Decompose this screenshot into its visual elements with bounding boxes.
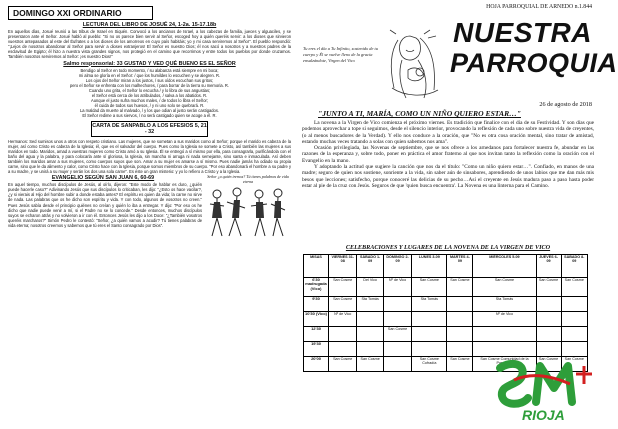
virgin-mary-drawing-icon <box>380 30 450 102</box>
psalm-line: Los ojos del Señor miran a los justos, / sus oídos escuchan sus gritos; <box>85 77 214 83</box>
gospel-text: En aquel tiempo, muchos discípulos de Jesús, al oírlo, dijeron: "Este modo de hablar es duro, ¿quién puede hacerle caso?" Adivinando Jesús que sus discípulos lo criticaban, les dijo: "¿Esto os hace vacilar?, ¿y si vierais al Hijo del hombre subir a donde estaba antes? El espíritu es quien da vida; la carne no sirve de nada. Las palabras que os he dicho son espíritu y vida. Y con todo, algunos de vosotros no creen." Pues Jesús sabía desde el principio quiénes no creían y quién lo iba a entregar. Y dijo: "Por eso os he dicho que nadie puede venir a mí, si el Padre no se lo concede." Desde entonces, muchos discípulos suyos se echaron atrás y no volvieron a ir con él. Entonces Jesús les dijo a los Doce: "¿También vosotros queréis marcharos?" Simón Pedro le contestó: "Señor, ¿a quién vamos a acudir? Tú tienes palabras de vida eterna; nosotros creemos y sabemos que tú eres el Santo consagrado por Dios". <box>8 182 202 228</box>
table-cell <box>536 342 561 357</box>
newspaper-title <box>450 17 618 78</box>
bulletin-number: HOJA PARROQUIAL DE ARNEDO n.1.844 <box>486 4 592 10</box>
sunday-title: DOMINGO XXI ORDINARIO <box>8 6 153 20</box>
table-cell <box>473 327 536 342</box>
table-cell <box>473 342 536 357</box>
table-cell: San Cosme <box>447 357 473 372</box>
table-cell <box>447 327 473 342</box>
title-line-2: PARROQUIA <box>450 48 618 78</box>
table-header: MARTES 4-09 <box>447 255 473 278</box>
table-cell: 19'30 <box>304 342 329 357</box>
table-cell: 9'30 <box>304 297 329 312</box>
table-row <box>304 278 588 297</box>
psalm-title: Salmo responsorial: 33 GUSTAD Y VED QUÉ BUENO ES EL SEÑOR <box>63 60 236 67</box>
psalm-line: Cuando uno grita, el Señor lo escucha / y lo libra de sus angustias; <box>88 87 211 93</box>
table-cell: San Cosme <box>561 278 587 297</box>
article-paragraph: La novena a la Virgen de Vico comienza el próximo viernes. Es tradición que finalice con el día de su Festividad. Y son días que podemos aprovechar a tope si seguimos, desde el silencio interior, provocando la reflexión de cada uno sobre nuestra vida de creyentes, (o al menos buscadores de la Verdad). Y ello nos conduce a la oración, que "No es otra cosa oración mental, sino tratar de amistad, estando muchas veces tratando a solas con quien sabemos nos ama". <box>302 120 594 145</box>
table-cell <box>536 297 561 312</box>
table-row <box>304 312 588 327</box>
table-cell: San Cosme <box>473 278 536 297</box>
masthead-quote: Tu eres el día a Tu Infinito, sostenido de tu cuerpo y Él se vuelve lleno de la gracia ensalzándote, Virgen del Vico <box>303 46 378 63</box>
table-cell: Del Vico <box>357 278 383 297</box>
table-row <box>304 297 588 312</box>
article-paragraph: Ocasión privilegiada, las Novenas de septiembre, que se nos ofrece a los arnedanos para fortalecer nuestra fe, abundar en las razones de la esperanza y, sobre todo, poner en práctica el amor fraterno al que nos invitan tanto la reflexión como la oración con el Evangelio en la mano. <box>302 145 594 164</box>
table-cell: San Cosme <box>561 357 587 372</box>
disciples-drawing-icon <box>205 184 291 240</box>
table-cell: San Cosme <box>329 278 357 297</box>
table-cell <box>357 327 383 342</box>
novena-table-title: CELEBRACIONES Y LUGARES DE LA NOVENA DE LA VIRGEN DE VICO <box>345 244 551 251</box>
psalm-lines <box>8 68 291 119</box>
table-cell: Nº de Vico <box>383 278 411 297</box>
table-cell: Sta Tomás <box>357 297 383 312</box>
table-cell <box>447 297 473 312</box>
gospel-section <box>8 175 291 228</box>
table-cell <box>383 357 411 372</box>
table-cell: Nº de Vico <box>329 312 357 327</box>
table-cell: 20'00 <box>304 357 329 372</box>
table-cell: San Cosme <box>357 357 383 372</box>
table-cell <box>412 312 447 327</box>
table-cell <box>561 312 587 327</box>
table-cell <box>329 342 357 357</box>
table-cell <box>383 297 411 312</box>
table-header: DOMINGO 2-09 <box>383 255 411 278</box>
table-cell <box>383 342 411 357</box>
table-cell <box>561 297 587 312</box>
psalm-line: el Señor está cerca de los atribulados, / salva a los abatidos. R. <box>91 93 208 99</box>
issue-date: 26 de agosto de 2018 <box>539 101 592 108</box>
psalm-line: pero el Señor se enfrenta con los malhechores, / para borrar de la tierra su memoria. R. <box>69 82 230 88</box>
table-cell <box>357 312 383 327</box>
table-cell: Sta Tomás <box>412 297 447 312</box>
novena-schedule-table <box>303 254 588 372</box>
table-cell <box>536 327 561 342</box>
reading2-text: Hermanos: Sed sumisos unos a otros con respeto cristiano. Las mujeres, que se sometan a sus maridos como al Señor; porque el marido es cabeza de la mujer, así como Cristo es cabeza de la Iglesia; él, que es el salvador del cuerpo. Pues como la Iglesia se somete a Cristo, así también las mujeres a sus maridos en todo. Maridos, amad a vuestras mujeres como Cristo amó a su Iglesia. Él se entregó a sí mismo por ella, para consagrarla, purificándola con el baño del agua y la palabra, y para colocarla ante sí gloriosa, la Iglesia, sin mancha ni arruga ni nada semejante, sino santa e inmaculada. Así deben también los maridos amar a sus mujeres, como cuerpos suyos que son. Amar a su mujer es amarse a sí mismo. Pues nadie jamás ha odiado su propia carne, sino que le da alimento y calor, como Cristo hace con la Iglesia, porque somos miembros de su cuerpo. "Por eso abandonará el hombre a su padre y a su madre, y se unirá a su mujer y serán los dos una sola carne". Es éste un gran misterio: y yo lo refiero a Cristo y a la Iglesia. <box>8 138 291 175</box>
table-cell: San Cosme <box>536 278 561 297</box>
table-cell: 10'30 (Vico) <box>304 312 329 327</box>
table-cell <box>561 342 587 357</box>
table-cell: San Cosme <box>447 278 473 297</box>
gospel-title: EVANGELIO SEGÚN SAN JUAN 6, 60-69 <box>51 175 155 182</box>
article-headline: "JUNTO A TI, MARÍA, COMO UN NIÑO QUIERO ESTAR…" <box>318 109 521 118</box>
table-cell: San Cosme <box>329 297 357 312</box>
article-paragraph: Y adoptando la actitud que sugiere la canción que nos da el título: "Como un niño quiero estar…". Confiado, en manos de una madre; seguro de quien nos sostiene, sonriente a la vida, sin saber aún de sinsabores, aprendiendo de unos labios que me dan más mis besos que lecciones; satisfecho, porque conoceré las delicias de su pecho…Así el creyente en Jesús madura paso a paso hasta poder estar al pie de la cruz con Jesús. Seguros de que 'quien busca encuentra'. La Novena es una linterna para el Camino. <box>302 164 594 189</box>
svg-text:RIOJA: RIOJA <box>522 407 565 423</box>
table-header: VIERNES 31-08 <box>329 255 357 278</box>
table-cell <box>412 342 447 357</box>
table-cell: San Cosme Cofradía <box>412 357 447 372</box>
gospel-illustration-caption: Señor ¿a quién iremos? Tú tienes palabras de vida eterna <box>207 174 289 184</box>
table-cell: San Cosme <box>383 327 411 342</box>
table-cell: 12'30 <box>304 327 329 342</box>
left-column-readings <box>8 6 291 422</box>
table-cell <box>536 312 561 327</box>
masthead-art <box>300 16 452 101</box>
table-header: MISAS <box>304 255 329 278</box>
psalm-line: La maldad da muerte al malvado, / y los que odian al justo serán castigados. <box>79 108 220 114</box>
table-cell: San Cosme <box>536 357 561 372</box>
table-cell <box>447 312 473 327</box>
table-row <box>304 327 588 342</box>
table-cell: Sta Tomás <box>473 297 536 312</box>
table-cell: Nº de Vico <box>473 312 536 327</box>
reading1-text: En aquellos días, Josué reunió a las tribus de Israel en Siquén. Convocó a los ancianos de Israel, a los cabezas de familia, jueces y alguaciles, y se presentaron ante el Señor. Josué habló al pueblo: "Si no os parece bien servir al Señor, escoged hoy a quién queréis servir: a los dioses que sirvieron vuestros antepasados al este del Éufrates o a los dioses de los amorreos en cuyo país habitáis; yo y mi casa serviremos al Señor". El pueblo respondió: "¡Lejos de nosotros abandonar al Señor para servir a dioses extranjeros! El Señor es nuestro Dios; él nos sacó a nosotros y a nuestros padres de la esclavitud de Egipto; él hizo a nuestra vista grandes signos, nos protegió en el camino que recorrimos y entre todos los pueblos por donde cruzamos. También nosotros serviremos al Señor: ¡es nuestro Dios!" <box>8 29 291 60</box>
table-header: LUNES 3-09 <box>412 255 447 278</box>
table-cell <box>447 342 473 357</box>
psalm-line: Bendigo al Señor en todo momento, / su alabanza está siempre en mi boca; <box>80 67 219 73</box>
table-cell <box>561 327 587 342</box>
psalm-line: Aunque el justo sufra muchos males, / de todos lo libra el Señor; <box>91 98 208 104</box>
gospel-illustration <box>205 175 291 241</box>
psalm-line: él cuida de todos sus huesos, / y ni uno solo se quebrará. R. <box>94 103 205 109</box>
title-line-1: NUESTRA <box>453 17 592 48</box>
reading2-title: CARTA DE SANPABLO A LOS EFESIOS 5, 21 - 32 <box>92 122 207 135</box>
table-cell <box>383 312 411 327</box>
reading1-title: LECTURA DEL LIBRO DE JOSUÉ 24, 1-2a. 15-17.18b <box>82 22 217 28</box>
table-row <box>304 342 588 357</box>
sm-rioja-logo-icon <box>492 358 597 424</box>
table-cell <box>357 342 383 357</box>
table-cell: San Cosme <box>329 357 357 372</box>
table-cell: San Cosme <box>412 278 447 297</box>
table-header: JUEVES 6-09 <box>536 255 561 278</box>
psalm-line: El Señor redime a sus siervos, / no será castigado quien se acoge a él. R. <box>82 113 217 119</box>
table-cell <box>412 327 447 342</box>
table-header: MIÉRCOLES 5-09 <box>473 255 536 278</box>
table-header: SÁBADO 1-09 <box>357 255 383 278</box>
article-body <box>302 120 594 189</box>
table-cell: 6'30 madrugada (Vico) <box>304 278 329 297</box>
psalm-line: mi alma se gloría en el Señor: / que los humildes lo escuchen y se alegren. R. <box>78 72 221 78</box>
table-header: SÁBADO 8-09 <box>561 255 587 278</box>
table-cell: San Cosme Comunidad de la Parroquia <box>473 357 536 372</box>
table-cell <box>329 327 357 342</box>
table-header-row <box>304 255 588 278</box>
sm-rioja-logo <box>492 358 597 424</box>
